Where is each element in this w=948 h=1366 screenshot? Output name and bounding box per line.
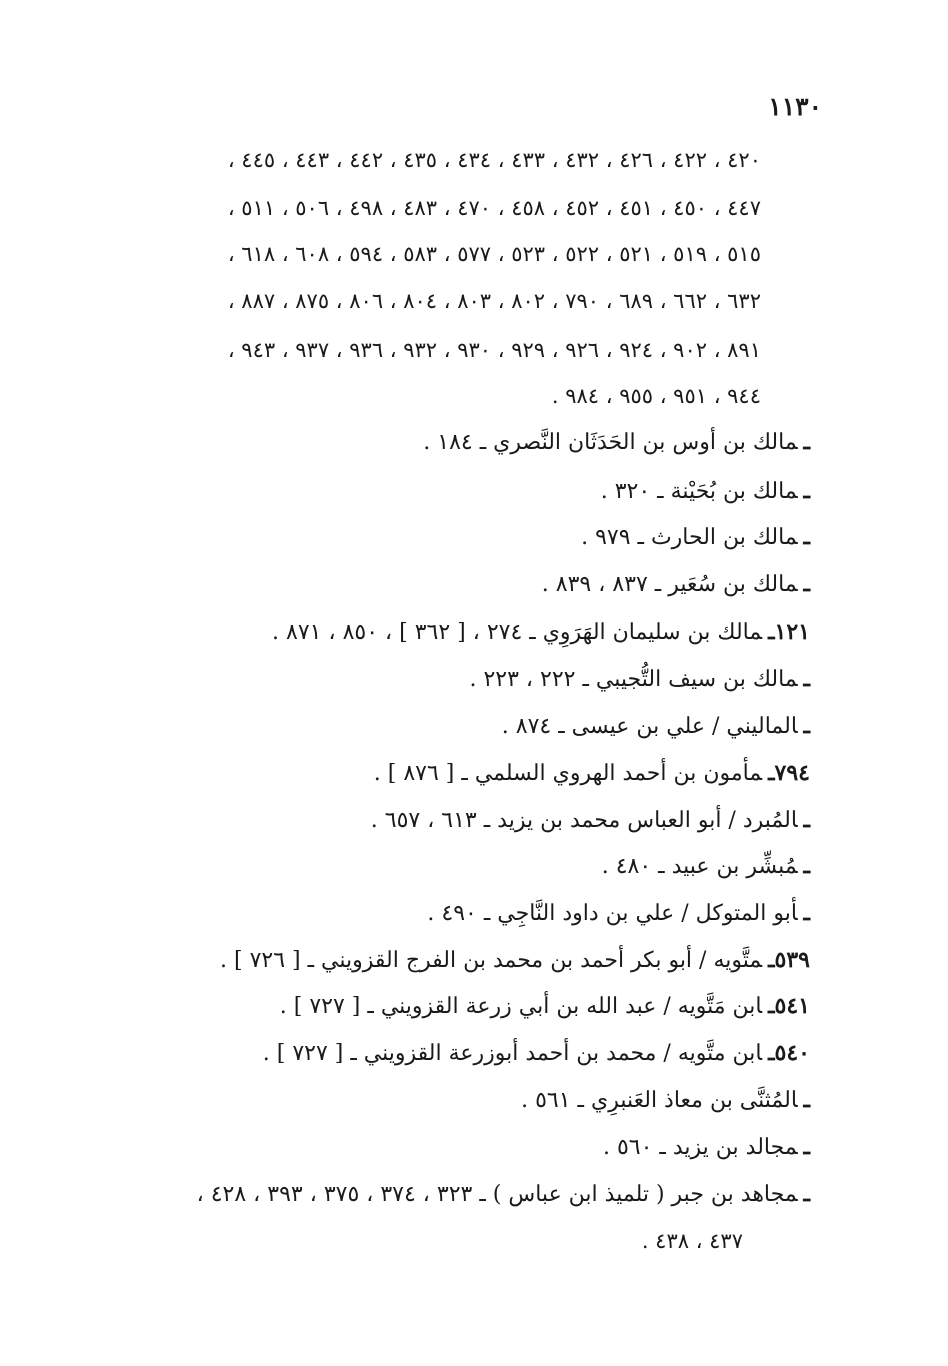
number-line: ٥١٥ ، ٥١٩ ، ٥٢١ ، ٥٢٢ ، ٥٢٣ ، ٥٧٧ ، ٥٨٣ ، ٥٩٤ ، ٦٠٨ ، ٦١٨ ، (227, 242, 761, 266)
entry-number: ٥٤١ (774, 993, 810, 1019)
entry-dash: ـ (768, 993, 775, 1019)
index-entry (521, 1085, 810, 1116)
entry-dash: ـ (803, 1087, 810, 1113)
entry-text: الماليني / علي بن عيسى ـ ٨٧٤ . (501, 714, 798, 739)
entry-text: مالك بن بُحَيْنة ـ ٣٢٠ . (600, 479, 798, 504)
index-entry (602, 851, 810, 882)
entry-dash: ـ (803, 1134, 810, 1160)
entry-text: مجالد بن يزيد ـ ٥٦٠ . (602, 1135, 798, 1160)
entry-text: مالك بن سيف التُّجيبي ـ ٢٢٢ ، ٢٢٣ . (469, 667, 798, 692)
number-line: ٩٤٤ ، ٩٥١ ، ٩٥٥ ، ٩٨٤ . (551, 384, 761, 408)
index-entry (272, 617, 810, 648)
entry-text: مالك بن أوس بن الحَدَثَان النَّصري ـ ١٨٤ . (423, 430, 798, 455)
entry-text: مالك بن سليمان الهَرَوِي ـ ٢٧٤ ، [ ٣٦٢ ] ، ٨٥٠ ، ٨٧١ . (272, 620, 763, 645)
index-entry (502, 711, 810, 742)
entry-text: مالك بن الحارث ـ ٩٧٩ . (581, 525, 798, 550)
entry-continuation: ٤٣٧ ، ٤٣٨ . (641, 1229, 743, 1253)
entry-dash: ـ (768, 619, 775, 645)
entry-dash: ـ (803, 429, 810, 455)
page-number: ١١٣٠ (768, 92, 822, 121)
index-entry (220, 945, 810, 976)
index-entry (263, 1038, 810, 1069)
index-entry (280, 991, 810, 1022)
index-entry (603, 1132, 810, 1163)
entry-dash: ـ (768, 1040, 775, 1066)
entry-text: مالك بن سُعَير ـ ٨٣٧ ، ٨٣٩ . (541, 572, 798, 597)
index-entry (469, 664, 810, 695)
entry-text: أبو المتوكل / علي بن داود النَّاجِي ـ ٤٩٠ . (427, 901, 798, 926)
number-line: ٤٤٧ ، ٤٥٠ ، ٤٥١ ، ٤٥٢ ، ٤٥٨ ، ٤٧٠ ، ٤٨٣ ، ٤٩٨ ، ٥٠٦ ، ٥١١ ، (227, 196, 761, 220)
entry-dash: ـ (803, 900, 810, 926)
entry-dash: ـ (803, 807, 810, 833)
entry-dash: ـ (768, 947, 775, 973)
entry-dash: ـ (768, 760, 775, 786)
entry-dash: ـ (803, 713, 810, 739)
entry-text: مجاهد بن جبر ( تلميذ ابن عباس ) ـ ٣٢٣ ، ٣٧٤ ، ٣٧٥ ، ٣٩٣ ، ٤٢٨ ، (196, 1182, 798, 1207)
entry-text: المُبرد / أبو العباس محمد بن يزيد ـ ٦١٣ ، ٦٥٧ . (370, 808, 798, 833)
entry-dash: ـ (803, 524, 810, 550)
entry-text: ابن مَتَّويه / عبد الله بن أبي زرعة القزويني ـ [ ٧٢٧ ] . (279, 994, 763, 1019)
index-entry (371, 805, 810, 836)
entry-text: متَّويه / أبو بكر أحمد بن محمد بن الفرج القزويني ـ [ ٧٢٦ ] . (220, 948, 763, 973)
index-entry (374, 758, 810, 789)
entry-text: ابن متَّويه / محمد بن أحمد أبوزرعة القزويني ـ [ ٧٢٧ ] . (262, 1041, 763, 1066)
entry-dash: ـ (803, 666, 810, 692)
index-entry (542, 569, 810, 600)
index-entry (427, 898, 810, 929)
index-entry (601, 476, 810, 507)
entry-text: مُبشِّر بن عبيد ـ ٤٨٠ . (601, 854, 798, 879)
entry-text: مأمون بن أحمد الهروي السلمي ـ [ ٨٧٦ ] . (373, 761, 763, 786)
entry-number: ٧٩٤ (774, 760, 810, 786)
entry-dash: ـ (803, 1181, 810, 1207)
entry-dash: ـ (803, 853, 810, 879)
number-line: ٨٩١ ، ٩٠٢ ، ٩٢٤ ، ٩٢٦ ، ٩٢٩ ، ٩٣٠ ، ٩٣٢ ، ٩٣٦ ، ٩٣٧ ، ٩٤٣ ، (227, 338, 761, 362)
number-line: ٤٢٠ ، ٤٢٢ ، ٤٢٦ ، ٤٣٢ ، ٤٣٣ ، ٤٣٤ ، ٤٣٥ ، ٤٤٢ ، ٤٤٣ ، ٤٤٥ ، (227, 148, 761, 172)
index-entry (197, 1179, 810, 1210)
entry-dash: ـ (803, 571, 810, 597)
entry-number: ١٢١ (774, 619, 810, 645)
entry-number: ٥٣٩ (774, 947, 810, 973)
index-entry (423, 427, 810, 458)
number-line: ٦٣٢ ، ٦٦٢ ، ٦٨٩ ، ٧٩٠ ، ٨٠٢ ، ٨٠٣ ، ٨٠٤ ، ٨٠٦ ، ٨٧٥ ، ٨٨٧ ، (227, 289, 761, 313)
entry-text: المُثنَّى بن معاذ العَنبرِي ـ ٥٦١ . (521, 1088, 798, 1113)
index-entry (581, 522, 810, 553)
entry-number: ٥٤٠ (774, 1040, 810, 1066)
entry-dash: ـ (803, 478, 810, 504)
